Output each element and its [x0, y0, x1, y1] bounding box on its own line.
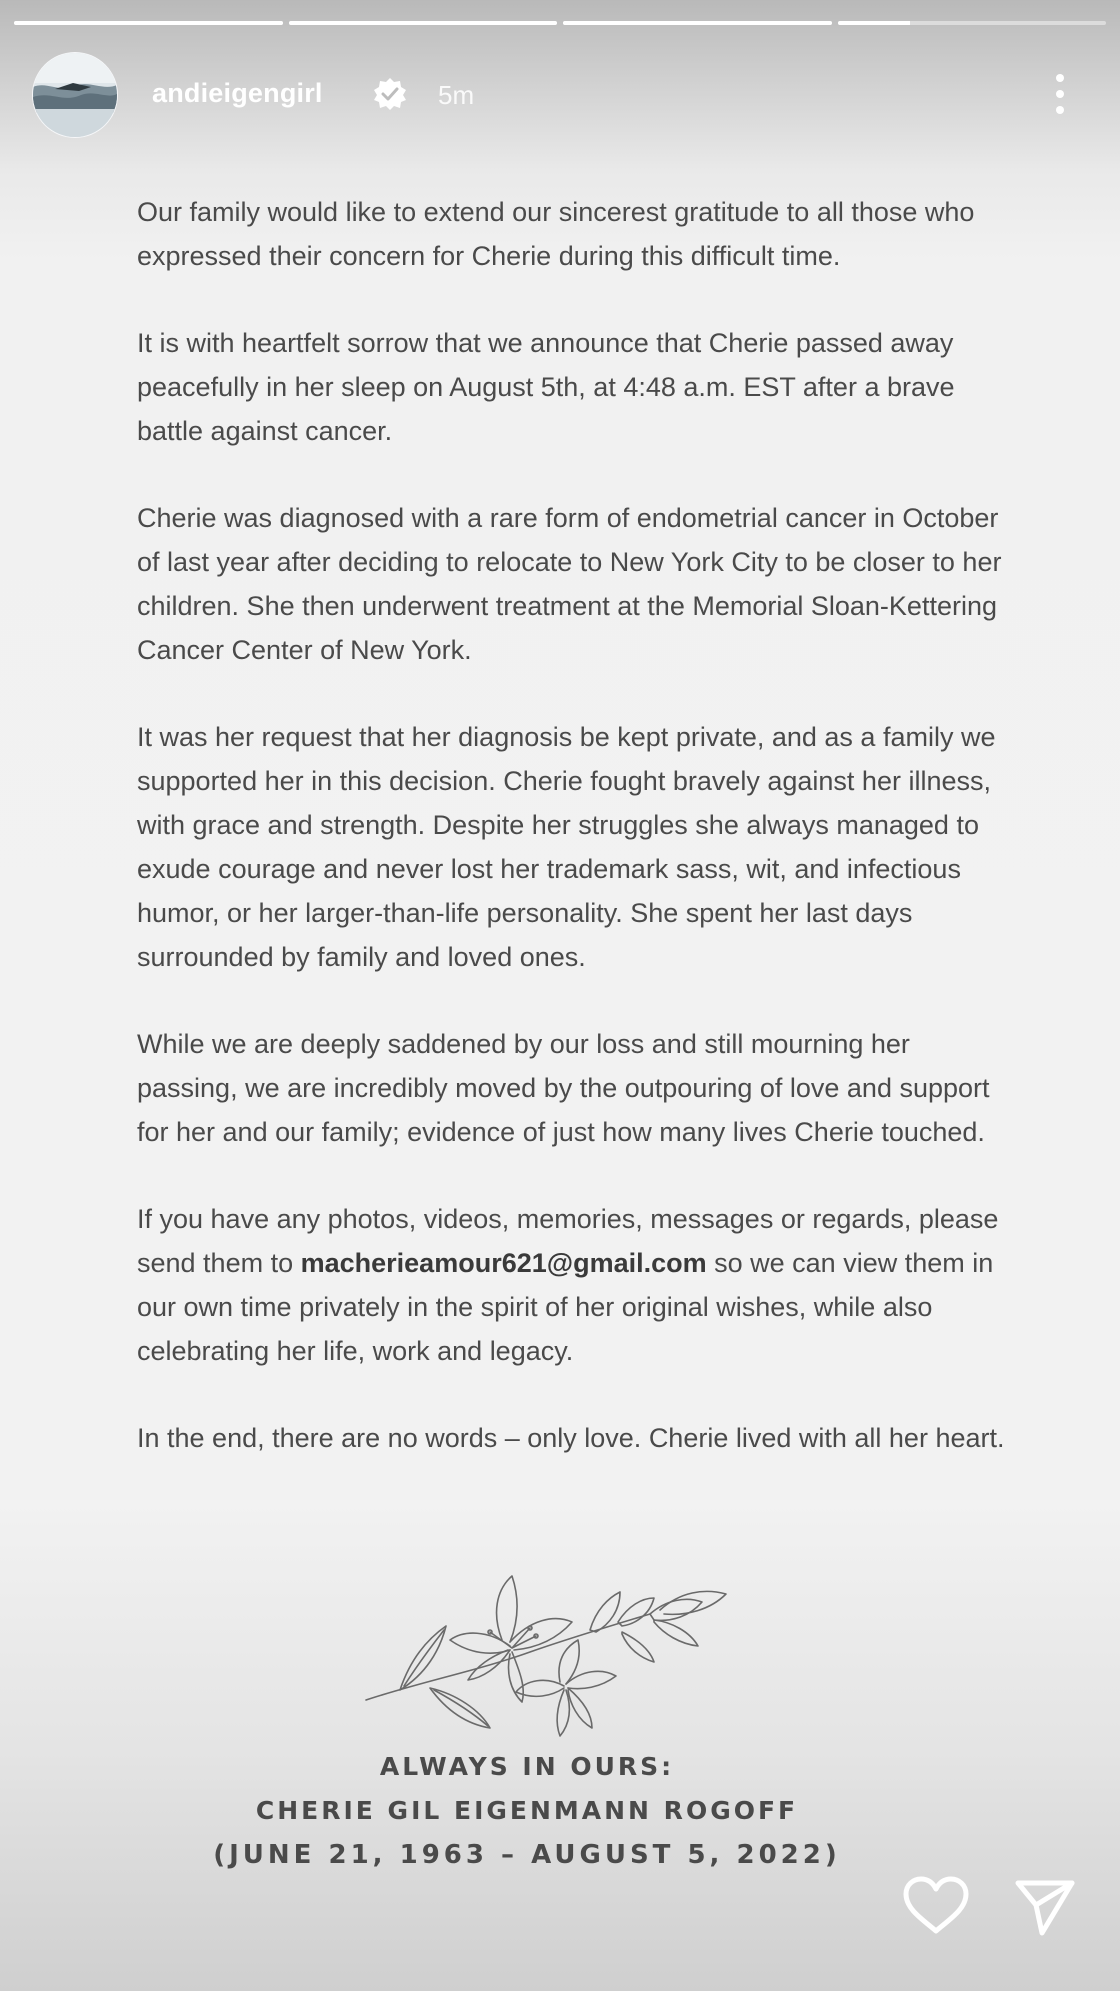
contact-email: macherieamour621@gmail.com: [300, 1248, 707, 1278]
paragraph: It was her request that her diagnosis be kept private, and as a family we supported her in this decision. Cherie fought bravely against her illness, with grace and strength. Despite her struggles she always managed to exude courage and never lost her trademark sass, wit, and infectious humor, or her larger-than-life personality. She spent her last days surrounded by family and loved ones.: [137, 722, 996, 972]
send-icon[interactable]: [1012, 1873, 1078, 1939]
paragraph: It is with heartfelt sorrow that we announce that Cherie passed away peacefully in her sleep on August 5th, at 4:48 a.m. EST after a brave battle against cancer.: [137, 328, 955, 446]
more-options-icon[interactable]: [1048, 70, 1072, 118]
story-header: [32, 52, 1092, 136]
paragraph: Cherie was diagnosed with a rare form of endometrial cancer in October of last year after deciding to relocate to New York City to be closer to her children. She then underwent treatment at the Memorial Sloan-Kettering Cancer Center of New York.: [137, 503, 1002, 665]
footer-line: ALWAYS IN OURS:: [379, 1752, 675, 1781]
contact-text: If you have any photos, videos, memories, messages or regards, please send them to: [137, 1204, 999, 1278]
verified-badge-icon: [372, 76, 408, 112]
progress-segment: [838, 21, 1107, 25]
lily-flower-illustration: [360, 1570, 740, 1750]
heart-icon[interactable]: [902, 1875, 970, 1937]
story-progress-bar: [14, 21, 1106, 25]
progress-segment: [14, 21, 283, 25]
contact-paragraph: [137, 1197, 1017, 1373]
paragraph: Our family would like to extend our sincerest gratitude to all those who expressed their concern for Cherie during this difficult time.: [137, 197, 975, 271]
progress-segment: [563, 21, 832, 25]
footer-name: CHERIE GIL EIGENMANN ROGOFF: [255, 1796, 799, 1825]
footer-dates: (JUNE 21, 1963 – AUGUST 5, 2022): [213, 1840, 841, 1870]
progress-segment: [289, 21, 558, 25]
paragraph: While we are deeply saddened by our loss and still mourning her passing, we are incredibly moved by the outpouring of love and support for her and our family; evidence of just how many lives Cherie touched.: [137, 1029, 990, 1147]
contact-text: so we can view them in our own time privately in the spirit of her original wishes, while also celebrating her life, work and legacy.: [137, 1248, 994, 1366]
post-time: 5m: [438, 80, 475, 110]
closing-paragraph: In the end, there are no words – only love. Cherie lived with all her heart.: [137, 1423, 1005, 1453]
username[interactable]: andieigengirl: [152, 78, 323, 108]
memorial-footer: [137, 1745, 917, 1877]
avatar[interactable]: [32, 52, 118, 138]
profile-photo-ocean: [33, 53, 117, 137]
letter-body: [137, 190, 1017, 1503]
